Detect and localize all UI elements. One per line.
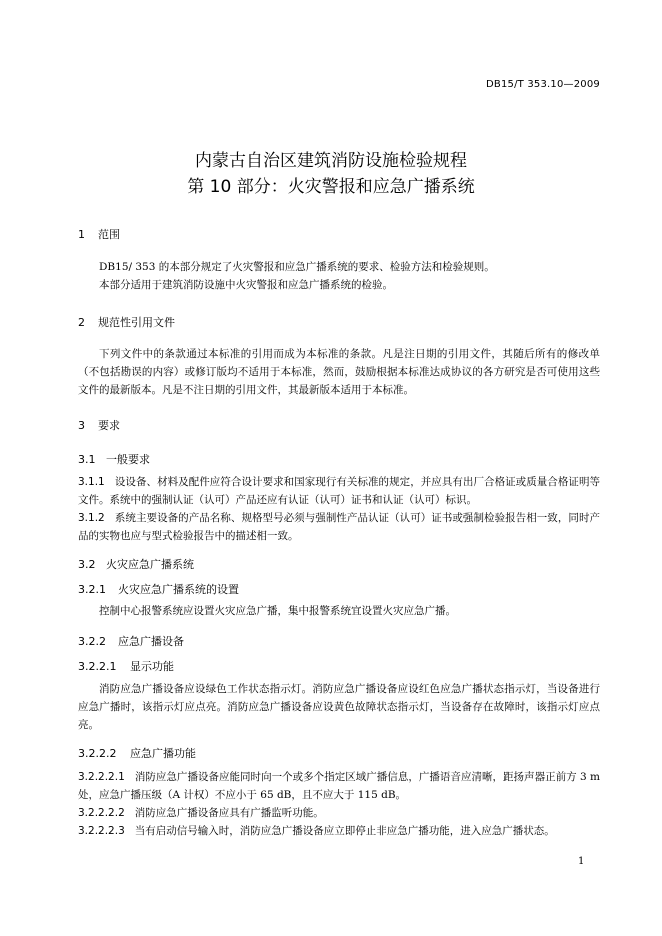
section-3-2-heading bbox=[78, 556, 194, 572]
clause-text: 系统主要设备的产品名称、规格型号必须与强制性产品认证（认可）证书或强制检验报告相一致，同时产品的实物也应与型式检验报告中的描述相一致。 bbox=[78, 512, 600, 542]
section-number: 1 bbox=[78, 228, 85, 241]
section-title: 应急广播功能 bbox=[130, 747, 196, 760]
section-2-para-1: 下列文件中的条款通过本标准的引用而成为本标准的条款。凡是注日期的引用文件，其随后所有的修改单（不包括勘误的内容）或修订版均不适用于本标准，然而，鼓励根据本标准达成协议的各方研究是否可使用这些文件的最新版本。凡是不注日期的引用文件，其最新版本适用于本标准。 bbox=[78, 348, 600, 396]
section-3-2-2-1-para: 消防应急广播设备应设绿色工作状态指示灯。消防应急广播设备应设红色应急广播状态指示灯，当设备进行应急广播时，该指示灯应点亮。消防应急广播设备应设黄色故障状态指示灯，当设备存在故障时，该指示灯应点亮。 bbox=[78, 683, 600, 731]
section-3-2-1-para: 控制中心报警系统应设置火灾应急广播，集中报警系统宜设置火灾应急广播。 bbox=[99, 605, 456, 617]
section-3-1-heading bbox=[78, 451, 150, 467]
section-3-2-1-heading bbox=[78, 581, 239, 597]
clause-text: 消防应急广播设备应具有广播监听功能。 bbox=[134, 807, 324, 819]
section-3-2-2-2-heading bbox=[78, 745, 196, 761]
section-title: 应急广播设备 bbox=[118, 635, 184, 648]
clause-number: 3.2.2.2.3 bbox=[78, 825, 125, 837]
clause-3-2-2-2-1 bbox=[78, 768, 600, 804]
clause-number: 3.1.1 bbox=[78, 476, 105, 488]
section-number: 3 bbox=[78, 419, 85, 432]
section-3-heading bbox=[78, 417, 120, 433]
document-title: 内蒙古自治区建筑消防设施检验规程 bbox=[195, 151, 467, 171]
section-number: 2 bbox=[78, 316, 85, 329]
section-number: 3.2.2.2 bbox=[78, 747, 117, 760]
standard-code: DB15/T 353.10—2009 bbox=[486, 79, 600, 90]
clause-3-1-1 bbox=[78, 473, 600, 509]
section-2-heading bbox=[78, 314, 175, 330]
clause-3-2-2-2-2 bbox=[78, 804, 600, 822]
section-number: 3.2.2 bbox=[78, 635, 106, 648]
section-title: 火灾应急广播系统的设置 bbox=[118, 583, 239, 596]
document-subtitle: 第 10 部分：火灾警报和应急广播系统 bbox=[187, 177, 475, 197]
section-title: 一般要求 bbox=[106, 453, 150, 466]
section-3-2-2-1-heading bbox=[78, 658, 174, 674]
section-1-para-1: DB15/ 353 的本部分规定了火灾警报和应急广播系统的要求、检验方法和检验规则。 bbox=[99, 261, 495, 273]
section-number: 3.2.1 bbox=[78, 583, 106, 596]
section-title: 要求 bbox=[98, 419, 120, 432]
clause-3-1-2 bbox=[78, 509, 600, 545]
clause-number: 3.2.2.2.1 bbox=[78, 771, 125, 783]
clause-text: 当有启动信号输入时，消防应急广播设备应立即停止非应急广播功能，进入应急广播状态。 bbox=[134, 825, 555, 837]
clause-text: 消防应急广播设备应能同时向一个或多个指定区域广播信息，广播语音应清晰，距扬声器正前方 3 m 处，应急广播压级（A 计权）不应小于 65 dB，且不应大于 115 dB。 bbox=[78, 771, 601, 801]
section-number: 3.2 bbox=[78, 558, 96, 571]
clause-number: 3.2.2.2.2 bbox=[78, 807, 125, 819]
clause-number: 3.1.2 bbox=[78, 512, 105, 524]
clause-3-2-2-2-3 bbox=[78, 822, 600, 840]
section-1-heading bbox=[78, 226, 120, 242]
page-number: 1 bbox=[578, 856, 585, 867]
section-1-para-2: 本部分适用于建筑消防设施中火灾警报和应急广播系统的检验。 bbox=[99, 279, 393, 291]
clause-text: 设设备、材料及配件应符合设计要求和国家现行有关标准的规定，并应具有出厂合格证或质量合格证明等文件。系统中的强制认证（认可）产品还应有认证（认可）证书和认证（认可）标识。 bbox=[78, 476, 600, 506]
section-number: 3.1 bbox=[78, 453, 96, 466]
section-3-2-2-heading bbox=[78, 633, 184, 649]
section-number: 3.2.2.1 bbox=[78, 660, 117, 673]
section-title: 范围 bbox=[98, 228, 120, 241]
section-title: 规范性引用文件 bbox=[98, 316, 175, 329]
section-title: 显示功能 bbox=[130, 660, 174, 673]
section-title: 火灾应急广播系统 bbox=[106, 558, 194, 571]
